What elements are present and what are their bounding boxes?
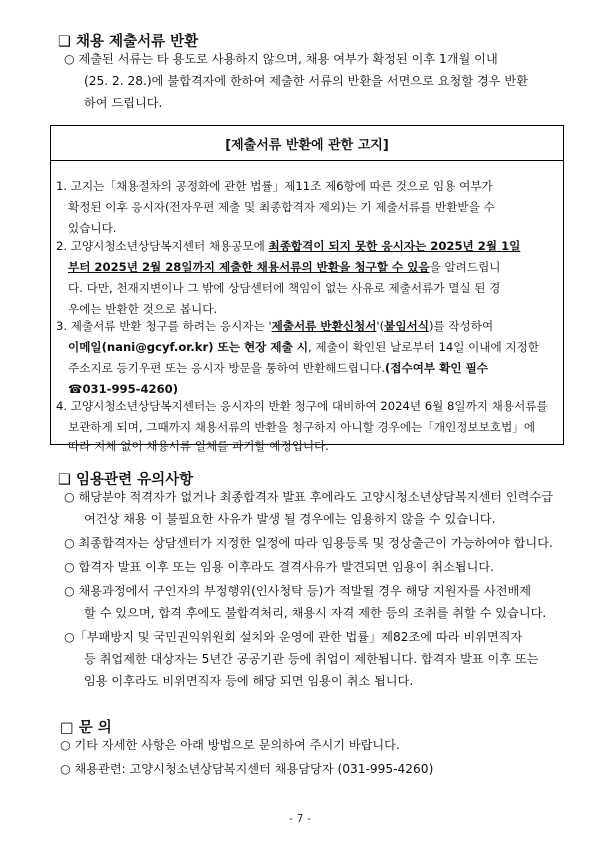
notice-item-2-line-4: 우에는 반환한 것으로 봅니다.	[68, 302, 218, 316]
section-heading-precautions: ❑ 임용관련 유의사항	[58, 472, 194, 488]
notice-item-4-line-2: 보관하게 되며, 그때까지 채용서류의 반환을 청구하지 아니할 경우에는「개인정보보호법」에	[68, 420, 536, 434]
precaution-line-4: ○ 합격자 발표 이후 또는 임용 이후라도 결격사유가 발견되면 임용이 취소됩니다.	[64, 560, 494, 574]
notice-item-3-line-4: ☎031-995-4260)	[68, 382, 179, 396]
notice-divider	[51, 160, 563, 161]
return-para-line-2: (25. 2. 28.)에 불합격자에 한하여 제출한 서류의 반환을 서면으로 요청할 경우 반환	[84, 74, 528, 88]
precaution-line-6: 할 수 있으며, 합격 후에도 불합격처리, 채용시 자격 제한 등의 조취를 취할 수 있습니다.	[84, 606, 547, 620]
precaution-line-7: ○「부패방지 및 국민권익위원회 설치와 운영에 관한 법률」제82조에 따라 비위면직자	[64, 630, 523, 644]
return-para-line-3: 하여 드립니다.	[84, 96, 163, 110]
precaution-line-5: ○ 채용과정에서 구인자의 부정행위(인사청탁 등)가 적발될 경우 해당 지원자를 사전배제	[64, 584, 532, 598]
precaution-line-3: ○ 최종합격자는 상담센터가 지정한 일정에 따라 임용등록 및 정상출근이 가능하여야 합니다.	[64, 536, 553, 550]
notice-item-2-line-3: 다. 다만, 천재지변이나 그 밖에 상담센터에 책임이 없는 사유로 제출서류가 멸실 된 경	[68, 281, 501, 295]
notice-item-4-line-1: 4. 고양시청소년상담복지센터는 응시자의 반환 청구에 대비하여 2024년 6월 8일까지 채용서류를	[56, 399, 548, 413]
notice-title: [제출서류 반환에 관한 고지]	[225, 138, 389, 153]
notice-item-1-line-1: 1. 고지는「채용절차의 공정화에 관한 법률」제11조 제6항에 따른 것으로 임용 여부가	[56, 179, 493, 193]
notice-item-1-line-2: 확정된 이후 응시자(전자우편 제출 및 최종합격자 제외)는 기 제출서류를 반환받을 수	[68, 200, 495, 214]
inquiry-line-2: ○ 채용관련: 고양시청소년상담복지센터 채용담당자 (031-995-4260)	[60, 762, 434, 776]
page-number: - 7 -	[289, 812, 311, 825]
notice-item-1-line-3: 있습니다.	[68, 221, 117, 235]
notice-item-3-line-3: 주소지로 등기우편 또는 응시자 방문을 통하여 반환해드립니다.(접수여부 확인 필수	[68, 361, 488, 375]
precaution-line-9: 임용 이후라도 비위면직자 등에 해당 되면 임용이 취소 됩니다.	[84, 674, 414, 688]
notice-item-2-line-1: 2. 고양시청소년상담복지센터 채용공모에 최종합격이 되지 못한 응시자는 2025년 2월 1일	[56, 239, 521, 253]
precaution-line-8: 등 취업제한 대상자는 5년간 공공기관 등에 취업이 제한됩니다. 합격자 발표 이후 또는	[84, 652, 539, 666]
return-para-line-1: ○ 제출된 서류는 타 용도로 사용하지 않으며, 채용 여부가 확정된 이후 1개월 이내	[64, 52, 498, 66]
notice-item-4-line-3: 따라 지체 없이 채용서류 일체를 파기할 예정입니다.	[68, 439, 329, 453]
precaution-line-2: 여건상 채용 이 불필요한 사유가 발생 될 경우에는 임용하지 않을 수 있습니다.	[84, 512, 496, 526]
notice-item-3-line-2: 이메일(nani@gcyf.or.kr) 또는 현장 제출 시, 제출이 확인된 날로부터 14일 이내에 지정한	[68, 340, 539, 354]
precaution-line-1: ○ 해당분야 적격자가 없거나 최종합격자 발표 후에라도 고양시청소년상담복지센터 인력수급	[64, 490, 554, 504]
notice-item-3-line-1: 3. 제출서류 반환 청구를 하려는 응시자는 '제출서류 반환신청서'(붙임서식)를 작성하여	[56, 319, 494, 333]
section-heading-inquiry: □ 문 의	[60, 720, 112, 736]
section-heading-return: ❑ 채용 제출서류 반환	[58, 34, 199, 50]
inquiry-line-1: ○ 기타 자세한 사항은 아래 방법으로 문의하여 주시기 바랍니다.	[60, 738, 400, 752]
notice-item-2-line-2: 부터 2025년 2월 28일까지 제출한 채용서류의 반환을 청구할 수 있음을 알려드립니	[68, 260, 501, 274]
